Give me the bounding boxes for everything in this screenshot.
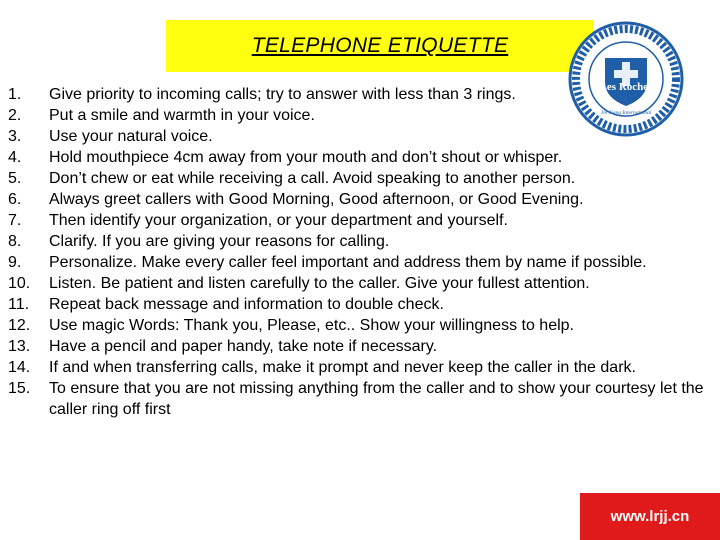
- website-badge: [580, 493, 720, 540]
- item-text: Personalize. Make every caller feel important and address them by name if possible.: [49, 254, 647, 271]
- item-text: Listen. Be patient and listen carefully to the caller. Give your fullest attention.: [49, 275, 590, 292]
- list-item: [8, 168, 713, 189]
- item-number: 6.: [8, 191, 22, 208]
- item-text: Have a pencil and paper handy, take note if necessary.: [49, 338, 438, 355]
- item-number: 13.: [8, 338, 31, 355]
- item-text: Put a smile and warmth in your voice.: [49, 107, 315, 124]
- list-item: [8, 378, 713, 420]
- item-number: 3.: [8, 128, 22, 145]
- page-title: TELEPHONE ETIQUETTE: [251, 34, 509, 57]
- list-item: [8, 315, 713, 336]
- list-item: [8, 147, 713, 168]
- list-item: [8, 105, 713, 126]
- item-number: 7.: [8, 212, 22, 229]
- list-item: [8, 252, 713, 273]
- list-item: [8, 336, 713, 357]
- item-number: 2.: [8, 107, 22, 124]
- title-banner: [166, 20, 594, 72]
- item-number: 10.: [8, 275, 31, 292]
- list-item: [8, 210, 713, 231]
- item-number: 12.: [8, 317, 31, 334]
- list-item: [8, 294, 713, 315]
- website-link[interactable]: www.lrjj.cn: [610, 508, 690, 525]
- item-text: Use your natural voice.: [49, 128, 213, 145]
- item-text: Clarify. If you are giving your reasons for calling.: [49, 233, 390, 250]
- item-text: Always greet callers with Good Morning, Good afternoon, or Good Evening.: [49, 191, 584, 208]
- list-item: [8, 273, 713, 294]
- item-text: Repeat back message and information to double check.: [49, 296, 444, 313]
- item-number: 9.: [8, 254, 22, 271]
- list-item: [8, 357, 713, 378]
- item-text: Don’t chew or eat while receiving a call. Avoid speaking to another person.: [49, 170, 576, 187]
- item-text: To ensure that you are not missing anything from the caller and to show your courtesy let the caller ring off first: [49, 380, 704, 418]
- list-item: [8, 231, 713, 252]
- item-number: 14.: [8, 359, 31, 376]
- item-number: 15.: [8, 380, 31, 397]
- item-text: Give priority to incoming calls; try to answer with less than 3 rings.: [49, 86, 516, 103]
- list-item: [8, 84, 713, 105]
- logo-brand: Les Roches: [599, 81, 653, 93]
- list-item: [8, 126, 713, 147]
- item-number: 1.: [8, 86, 22, 103]
- item-number: 11.: [8, 296, 30, 313]
- item-number: 5.: [8, 170, 22, 187]
- item-text: Hold mouthpiece 4cm away from your mouth and don’t shout or whisper.: [49, 149, 563, 166]
- item-number: 8.: [8, 233, 22, 250]
- item-text: Use magic Words: Thank you, Please, etc.. Show your willingness to help.: [49, 317, 574, 334]
- item-text: Then identify your organization, or your department and yourself.: [49, 212, 508, 229]
- item-text: If and when transferring calls, make it prompt and never keep the caller in the dark.: [49, 359, 636, 376]
- item-number: 4.: [8, 149, 22, 166]
- etiquette-list: [8, 84, 713, 420]
- list-item: [8, 189, 713, 210]
- logo-subbrand: Jin Jiang International: [600, 110, 652, 116]
